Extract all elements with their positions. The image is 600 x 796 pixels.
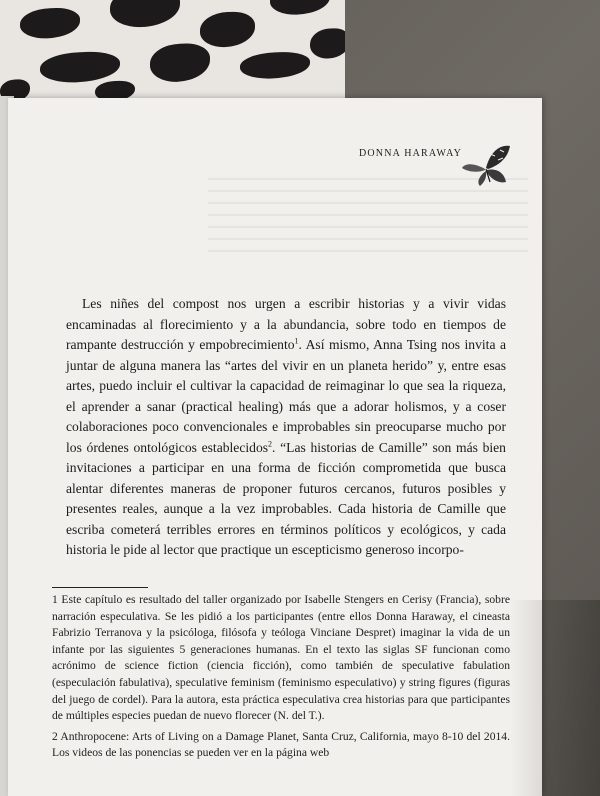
footnote-1: 1 Este capítulo es resultado del taller organizado por Isabelle Stengers en Cerisy (Francia), sobre narración especulativa. Se les pidió a los participantes (entre ellos Donna Haraway, el cineasta Fabrizio Terranova y la psicóloga, filósofa y teóloga Vinciane Despret) imaginar la vida de un infante por las siguientes 5 generaciones humanas. En el texto las siglas SF funcionan como acrónimo de science fiction (ciencia ficción), como también de speculative fabulation (especulación fabulativa), speculative feminism (feminismo especulativo) y string figures (figuras del juego de cordel). Para la autora, esta práctica especulativa crea historias para que participantes de múltiples especies puedan de nuevo florecer (N. del T.). — [52, 593, 510, 723]
body-paragraph: Les niñes del compost nos urgen a escribir historias y a vivir vidas encaminadas al florecimiento y a la abundancia, sobre todo en tiempos de rampante destrucción y empobrecimiento$^1$. Así mismo, Anna Tsing nos invita a juntar de alguna manera las “artes del vivir en un planeta herido” y, entre esas artes, puedo incluir el cultivar la capacidad de reimaginar lo que sea la riqueza, el aprender a sanar (practical healing) más que a adorar holismos, y a coser colaboraciones poco convencionales e improbables sin preocuparse mucho por los órdenes ontológicos establecidos$^2$. “Las historias de Camille” son más bien invitaciones a participar en una forma de ficción comprometida que busca alentar diferentes maneras de proponer futuros cercanos, futuros posibles y presentes reales, aunque a la vez improbables. Cada historia de Camille que escriba cometerá terribles errores en términos políticos y ecológicos, y cada historia le pide al lector que practique un escepticismo generoso incorpo- — [66, 296, 506, 557]
butterfly-icon — [460, 142, 512, 188]
patterned-cloth — [0, 0, 345, 110]
footnote-ref-2: 2 — [268, 438, 273, 448]
shadow-overlay — [510, 600, 600, 796]
main-text — [66, 294, 506, 561]
footnote-ref-1: 1 — [294, 336, 299, 346]
footnote-2: 2 Anthropocene: Arts of Living on a Damage Planet, Santa Cruz, California, mayo 8-10 del 2014. Los videos de las ponencias se pueden ver en la página web — [52, 729, 510, 760]
footnotes — [52, 592, 510, 762]
footnote-rule — [52, 587, 148, 588]
running-header: DONNA HARAWAY — [358, 148, 462, 159]
book-page — [8, 98, 542, 796]
